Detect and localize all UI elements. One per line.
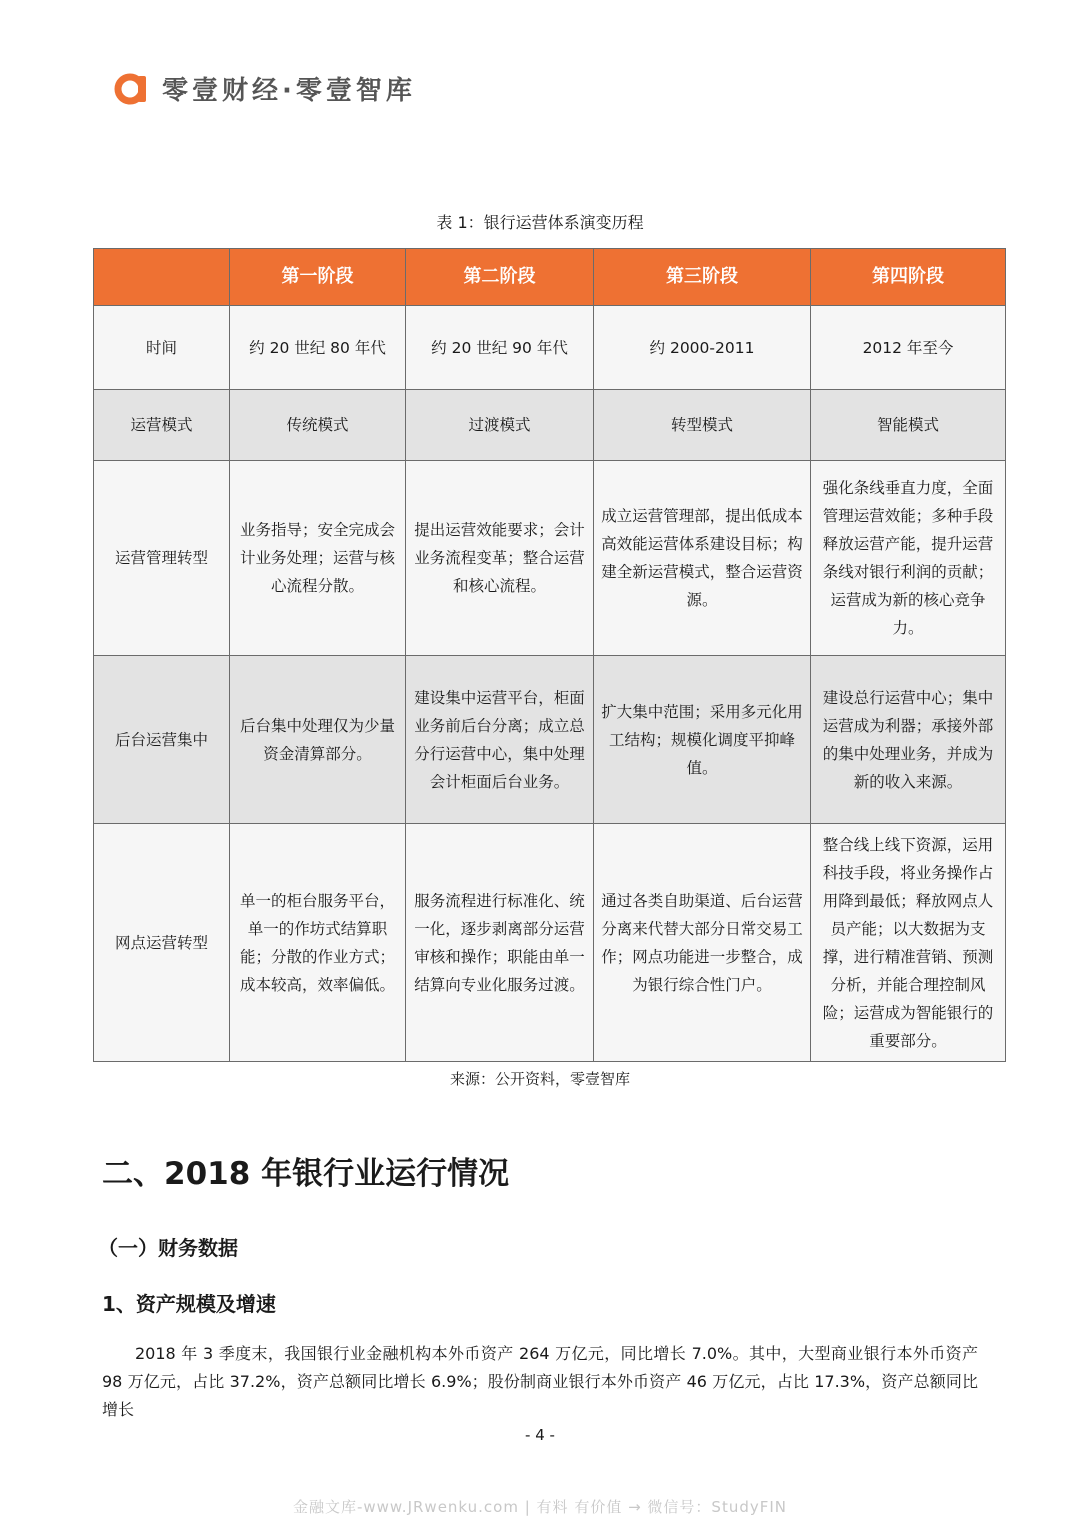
table-row (94, 461, 1006, 656)
body-paragraph: 2018 年 3 季度末，我国银行业金融机构本外币资产 264 万亿元，同比增长 7.0%。其中，大型商业银行本外币资产 98 万亿元，占比 37.2%，资产总额同比增长 6.9%；股份制商业银行本外币资产 46 万亿元，占比 17.3%，资产总额同比增长 (102, 1344, 978, 1419)
header-cell-stage-2: 第二阶段 (406, 249, 594, 306)
row-label: 后台运营集中 (94, 656, 230, 824)
table-row (94, 306, 1006, 390)
table-cell: 过渡模式 (406, 390, 594, 461)
table-cell: 2012 年至今 (811, 306, 1006, 390)
table-row (94, 656, 1006, 824)
table-cell: 约 20 世纪 90 年代 (406, 306, 594, 390)
table-cell: 单一的柜台服务平台，单一的作坊式结算职能；分散的作业方式；成本较高，效率偏低。 (230, 824, 406, 1062)
footer-watermark: 金融文库-www.JRwenku.com | 有料 有价值 → 微信号：StudyFIN (292, 1498, 788, 1516)
page-number: - 4 - (525, 1426, 555, 1444)
header-cell-empty (94, 249, 230, 306)
table-cell: 整合线上线下资源，运用科技手段，将业务操作占用降到最低；释放网点人员产能；以大数据为支撑，进行精准营销、预测分析，并能合理控制风险；运营成为智能银行的重要部分。 (811, 824, 1006, 1062)
brand-name: 零壹财经·零壹智库 (162, 75, 416, 106)
row-label: 运营模式 (94, 390, 230, 461)
header-cell-stage-3: 第三阶段 (594, 249, 811, 306)
zero-one-logo-icon (114, 70, 150, 106)
section-subtitle: （一）财务数据 (98, 1236, 238, 1260)
table-cell: 约 20 世纪 80 年代 (230, 306, 406, 390)
table-header-row (94, 249, 1006, 306)
table-cell: 扩大集中范围；采用多元化用工结构；规模化调度平抑峰值。 (594, 656, 811, 824)
table-cell: 转型模式 (594, 390, 811, 461)
table-cell: 建设总行运营中心；集中运营成为利器；承接外部的集中处理业务，并成为新的收入来源。 (811, 656, 1006, 824)
table-row (94, 390, 1006, 461)
page-header (114, 70, 416, 106)
header-cell-stage-1: 第一阶段 (230, 249, 406, 306)
table-cell: 传统模式 (230, 390, 406, 461)
table-cell: 成立运营管理部，提出低成本高效能运营体系建设目标；构建全新运营模式，整合运营资源。 (594, 461, 811, 656)
table-row (94, 824, 1006, 1062)
table-cell: 智能模式 (811, 390, 1006, 461)
row-label: 运营管理转型 (94, 461, 230, 656)
table-cell: 建设集中运营平台，柜面业务前后台分离；成立总分行运营中心，集中处理会计柜面后台业务。 (406, 656, 594, 824)
row-label: 网点运营转型 (94, 824, 230, 1062)
table-cell: 提出运营效能要求；会计业务流程变革；整合运营和核心流程。 (406, 461, 594, 656)
table-cell: 约 2000-2011 (594, 306, 811, 390)
header-cell-stage-4: 第四阶段 (811, 249, 1006, 306)
table-cell: 通过各类自助渠道、后台运营分离来代替大部分日常交易工作；网点功能进一步整合，成为银行综合性门户。 (594, 824, 811, 1062)
table-cell: 业务指导；安全完成会计业务处理；运营与核心流程分散。 (230, 461, 406, 656)
section-title: 二、2018 年银行业运行情况 (102, 1156, 510, 1192)
row-label: 时间 (94, 306, 230, 390)
table-cell: 服务流程进行标准化、统一化，逐步剥离部分运营审核和操作；职能由单一结算向专业化服务过渡。 (406, 824, 594, 1062)
table-source: 来源：公开资料，零壹智库 (449, 1070, 630, 1088)
table-cell: 后台集中处理仅为少量资金清算部分。 (230, 656, 406, 824)
section-subsubtitle: 1、资产规模及增速 (102, 1292, 276, 1316)
table-caption: 表 1：银行运营体系演变历程 (436, 213, 644, 232)
table-cell: 强化条线垂直力度，全面管理运营效能；多种手段释放运营产能，提升运营条线对银行利润的贡献；运营成为新的核心竞争力。 (811, 461, 1006, 656)
evolution-table (93, 248, 1006, 1062)
